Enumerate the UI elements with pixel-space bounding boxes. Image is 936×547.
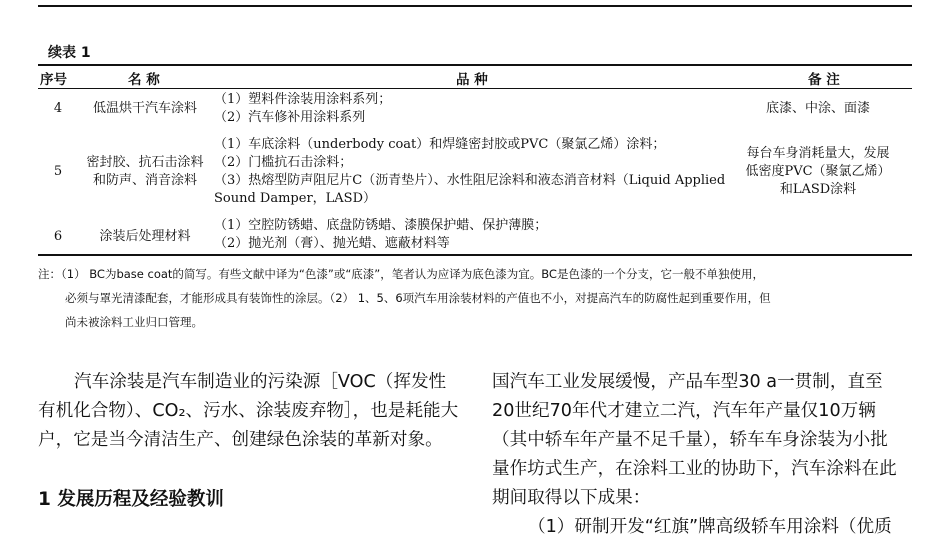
header-no: 序号: [40, 72, 67, 88]
row-4-no: 4: [53, 101, 63, 116]
row-6-no: 6: [53, 229, 63, 244]
row-4-varieties: （1）塑料件涂装用涂料系列； （2）汽车修补用涂料系列: [214, 92, 392, 125]
table-top-rule: [38, 64, 912, 66]
row-5-no: 5: [53, 164, 63, 179]
table-note: 注：（1） BC为base coat的简写。有些文献中译为“色漆”或“底漆”，笔者认为应译为底色漆为宜。BC是色漆的一个分支，它一般不单独使用， 必须与罩光清漆配套，才能形成具有装饰性的涂层。（2） 1、5、6项汽车用涂装材料的产值也不小，对提高汽车的防腐性起到重要作用，但 尚未被涂料工业归口管理。: [38, 267, 771, 329]
body-left-paragraph: 汽车涂装是汽车制造业的污染源［VOC（挥发性 有机化合物）、CO₂、污水、涂装废弃物］，也是耗能大 户，它是当今清洁生产、创建绿色涂装的革新对象。: [38, 372, 459, 450]
table-continued-label: 续表 1: [48, 45, 91, 61]
body-right-paragraph: 国汽车工业发展缓慢，产品车型30 a一贯制，直至 20世纪70年代才建立二汽，汽车年产量仅10万辆 （其中轿车年产量不足千量），轿车车身涂装为小批 量作坊式生产，在涂料工业的协助下，汽车涂料在此 期间取得以下成果： （1）研制开发“红旗”牌高级轿车用涂料（优质: [492, 372, 897, 537]
row-4-name: 低温烘干汽车涂料: [92, 101, 197, 116]
header-name: 名 称: [128, 72, 160, 88]
header-remark: 备 注: [808, 72, 840, 88]
row-5-remark: 每台车身消耗量大，发展 低密度PVC（聚氯乙烯） 和LASD涂料: [745, 146, 891, 197]
row-6-varieties: （1）空腔防锈蜡、底盘防锈蜡、漆膜保护蜡、保护薄膜； （2）抛光剂（膏）、抛光蜡、遮蔽材料等: [214, 218, 548, 251]
row-5-name: 密封胶、抗石击涂料 和防声、消音涂料: [86, 155, 204, 188]
row-5-varieties: （1）车底涂料（underbody coat）和焊缝密封胶或PVC（聚氯乙烯）涂料； （2）门槛抗石击涂料； （3）热熔型防声阻尼片C（沥青垫片）、水性阻尼涂料和液态消音材料（Liquid Applied Sound Damper，LASD）: [214, 137, 726, 206]
page-top-rule: [38, 5, 912, 7]
table-bottom-rule: [38, 254, 912, 256]
row-4-remark: 底漆、中涂、面漆: [765, 101, 870, 116]
table-header-rule: [38, 88, 912, 89]
section-heading: 1 发展历程及经验教训: [38, 489, 224, 510]
header-variety: 品 种: [456, 72, 488, 88]
row-6-name: 涂装后处理材料: [99, 229, 191, 244]
